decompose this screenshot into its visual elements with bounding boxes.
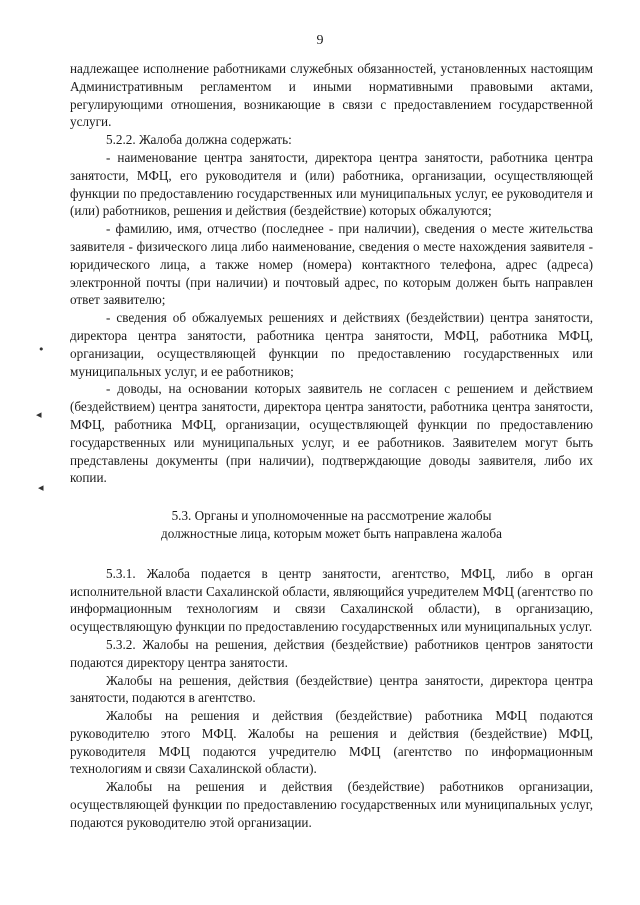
section-heading — [70, 507, 593, 543]
paragraph: Жалобы на решения и действия (бездействие) работников организации, осуществляющей функции по предоставлению государственных или муниципальных услуг, подаются руководителю этой организации. — [70, 779, 593, 830]
paragraph: 5.2.2. Жалоба должна содержать: — [106, 132, 292, 148]
section-heading-line: 5.3. Органы и уполномоченные на рассмотрение жалобы — [171, 508, 492, 524]
document-body — [70, 60, 593, 832]
margin-mark: ◂ — [38, 481, 44, 494]
margin-mark: ◂ — [36, 408, 42, 421]
section-heading-line: должностные лица, которым может быть направлена жалоба — [161, 525, 502, 541]
paragraph: Жалобы на решения и действия (бездействие) работника МФЦ подаются руководителю этого МФЦ. Жалобы на решения и действия (бездействие) МФЦ, руководителя МФЦ подаются учредителю МФЦ (агентство по информационным технологиям и связи Сахалинской области). — [70, 708, 593, 777]
margin-mark: • — [38, 343, 45, 356]
paragraph: 5.3.1. Жалоба подается в центр занятости, агентство, МФЦ, либо в орган исполнительной власти Сахалинской области, являющийся учредителем МФЦ (агентство по информационным технологиям и связи Сахалинской области), в организацию, осуществляющую функции по предоставлению государственных или муниципальных услуг. — [70, 565, 593, 635]
list-item: - наименование центра занятости, директора центра занятости, работника центра занятости, МФЦ, его руководителя и (или) работника, организации, осуществляющей функции по предоставлению государственных или муниципальных услуг, ее руководителя и (или) работников, решения и действия (бездействие) которых обжалуются; — [70, 149, 593, 219]
paragraph: 5.3.2. Жалобы на решения, действия (бездействие) работников центров занятости подаются директору центра занятости. — [70, 636, 593, 670]
list-item: - сведения об обжалуемых решениях и действиях (бездействии) центра занятости, директора центра занятости, работника центра занятости, МФЦ, работника МФЦ, организации, осуществляющей функции по предоставлению государственных или муниципальных услуг, и ее работников; — [70, 310, 593, 379]
paragraph: Жалобы на решения, действия (бездействие) центра занятости, директора центра занятости, подаются в агентство. — [70, 672, 593, 706]
list-item: - фамилию, имя, отчество (последнее - при наличии), сведения о месте жительства заявителя - физического лица либо наименование, сведения о месте нахождения заявителя - юридического лица, а также номер (номера) контактного телефона, адрес (адреса) электронной почты (при наличии) и почтовый адрес, по которым должен быть направлен ответ заявителю; — [70, 221, 593, 308]
paragraph: надлежащее исполнение работниками служебных обязанностей, установленных настоящим Административным регламентом и иными нормативными правовыми актами, регулирующими отношения, возникающие в связи с предоставлением государственной услуги. — [70, 61, 593, 130]
page-number: 9 — [316, 33, 324, 48]
list-item: - доводы, на основании которых заявитель не согласен с решением и действием (бездействием) центра занятости, директора центра занятости, работника центра занятости, МФЦ, работника МФЦ, организации, осуществляющей функции по предоставлению государственных или муниципальных услуг, и ее работников. Заявителем могут быть представлены документы (при наличии), подтверждающие доводы заявителя, либо их копии. — [70, 381, 593, 486]
